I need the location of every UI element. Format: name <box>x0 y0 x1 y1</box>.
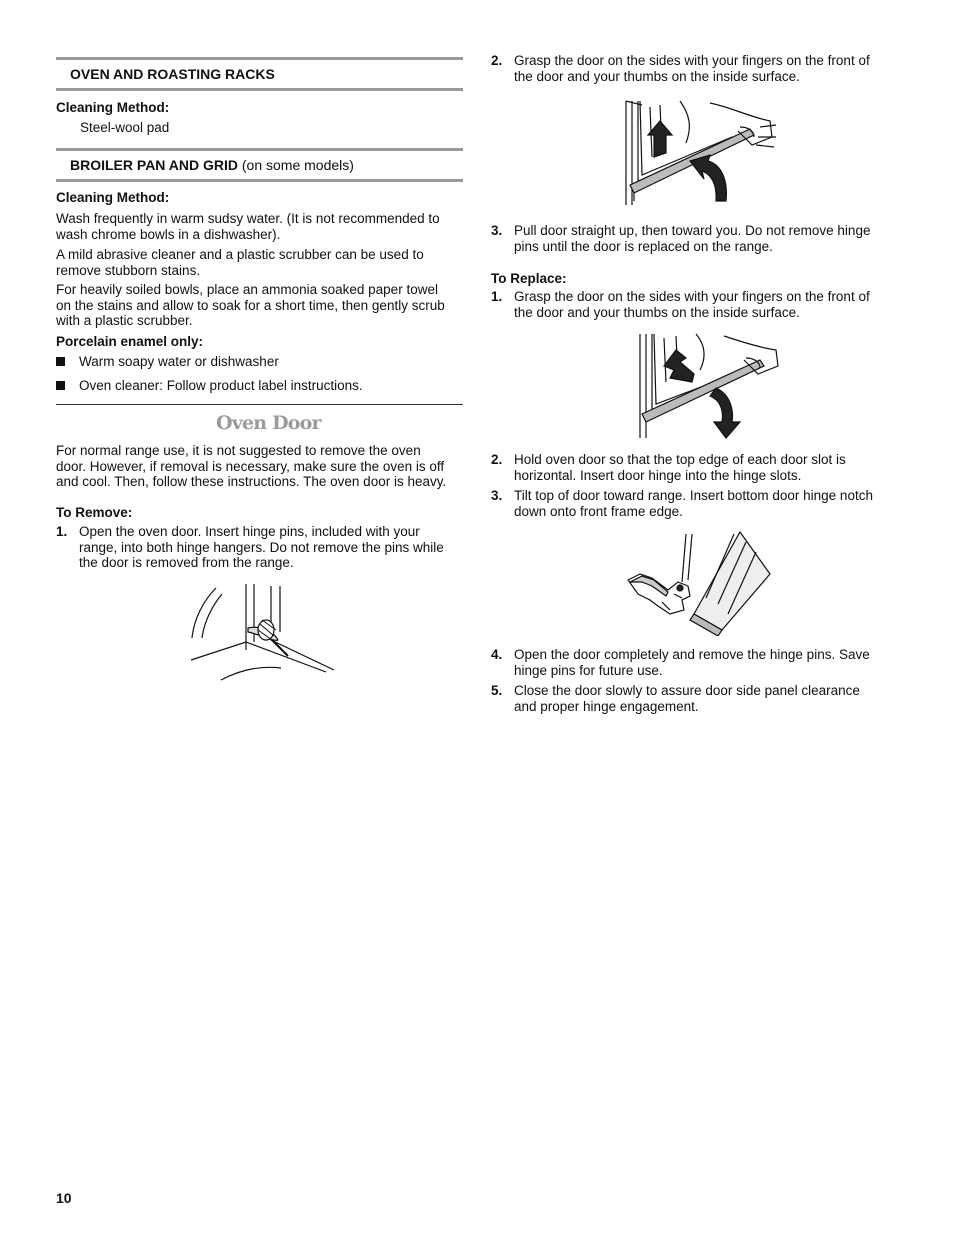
remove-step-2 <box>491 53 901 85</box>
bullet-text: Oven cleaner: Follow product label instructions. <box>79 378 363 393</box>
text-line: and cool. Then, follow these instructions. The oven door is heavy. <box>56 474 447 489</box>
text-line: and proper hinge engagement. <box>514 698 699 714</box>
text-line: range, into both hinge hangers. Do not remove the pins while <box>79 539 444 555</box>
text-line: on the stains and allow to soak for a short time, then gently scrub <box>56 297 445 313</box>
hinge-notch-illustration <box>622 530 772 636</box>
step-text <box>514 53 870 84</box>
broiler-para-3 <box>56 282 463 329</box>
step-text <box>514 683 860 714</box>
section-rule <box>56 57 463 60</box>
oven-door-title: Oven Door <box>216 412 321 434</box>
bullet-square-icon <box>56 381 65 390</box>
bullet-item <box>56 354 279 370</box>
bullet-square-icon <box>56 357 65 366</box>
section-rule <box>56 148 463 151</box>
step-number: 2. <box>491 452 503 467</box>
text-line: Tilt top of door toward range. Insert bottom door hinge notch <box>514 488 873 503</box>
text-line: Pull door straight up, then toward you. Do not remove hinge <box>514 223 871 238</box>
broiler-heading-text: BROILER PAN AND GRID <box>70 157 238 173</box>
step-text <box>79 524 444 571</box>
step-number: 5. <box>491 683 503 698</box>
text-line: For heavily soiled bowls, place an ammonia soaked paper towel <box>56 282 438 297</box>
racks-method-label: Cleaning Method: <box>56 100 170 115</box>
remove-step-3 <box>491 223 901 255</box>
broiler-heading <box>70 158 354 174</box>
text-line: Close the door slowly to assure door side panel clearance <box>514 683 860 698</box>
section-rule <box>56 179 463 182</box>
oven-door-intro <box>56 443 463 490</box>
text-line: the door is removed from the range. <box>79 555 294 570</box>
step-number: 1. <box>491 289 503 304</box>
text-line: Hold oven door so that the top edge of each door slot is <box>514 452 846 467</box>
lift-door-illustration <box>620 97 778 207</box>
section-rule <box>56 88 463 91</box>
porcelain-label: Porcelain enamel only: <box>56 334 204 349</box>
broiler-method-label: Cleaning Method: <box>56 190 170 205</box>
racks-method-value: Steel-wool pad <box>80 120 170 135</box>
replace-step-4 <box>491 647 901 679</box>
text-line: Grasp the door on the sides with your fingers on the front of <box>514 289 870 304</box>
to-replace-heading: To Replace: <box>491 271 567 286</box>
replace-step-5 <box>491 683 901 715</box>
step-text <box>514 488 873 519</box>
text-line: horizontal. Insert door hinge into the hinge slots. <box>514 467 802 483</box>
racks-heading: OVEN AND ROASTING RACKS <box>70 66 275 82</box>
page-number: 10 <box>56 1190 72 1206</box>
step-number: 4. <box>491 647 503 662</box>
text-line: door. However, if removal is necessary, make sure the oven is off <box>56 458 445 474</box>
bullet-text: Warm soapy water or dishwasher <box>79 354 279 369</box>
text-line: pins until the door is replaced on the range. <box>514 238 773 254</box>
text-line: Open the door completely and remove the hinge pins. Save <box>514 647 870 662</box>
step-text <box>514 223 870 254</box>
text-line: down onto front frame edge. <box>514 503 683 519</box>
replace-step-3 <box>491 488 901 520</box>
section-divider <box>56 404 463 405</box>
broiler-heading-suffix: (on some models) <box>241 157 354 173</box>
step-number: 3. <box>491 223 503 238</box>
text-line: wash chrome bowls in a dishwasher). <box>56 226 281 242</box>
step-number: 2. <box>491 53 503 68</box>
text-line: the door and your thumbs on the inside surface. <box>514 304 800 320</box>
broiler-para-2 <box>56 247 463 278</box>
replace-step-1 <box>491 289 901 321</box>
remove-step-1 <box>56 524 463 572</box>
text-line: A mild abrasive cleaner and a plastic scrubber can be used to <box>56 247 424 262</box>
step-text <box>514 647 870 678</box>
to-remove-heading: To Remove: <box>56 505 133 520</box>
text-line: For normal range use, it is not suggested to remove the oven <box>56 443 421 458</box>
step-number: 3. <box>491 488 503 503</box>
hinge-pin-illustration <box>186 580 334 686</box>
text-line: with a plastic scrubber. <box>56 313 193 328</box>
replace-door-illustration <box>634 330 780 440</box>
step-number: 1. <box>56 524 68 539</box>
step-text <box>514 289 870 320</box>
replace-step-2 <box>491 452 901 484</box>
text-line: remove stubborn stains. <box>56 262 201 278</box>
text-line: Grasp the door on the sides with your fingers on the front of <box>514 53 870 68</box>
text-line: Open the oven door. Insert hinge pins, included with your <box>79 524 420 539</box>
broiler-para-1 <box>56 211 463 242</box>
text-line: hinge pins for future use. <box>514 662 663 678</box>
step-text <box>514 452 846 483</box>
text-line: the door and your thumbs on the inside surface. <box>514 68 800 84</box>
bullet-item <box>56 378 363 394</box>
text-line: Wash frequently in warm sudsy water. (It is not recommended to <box>56 211 440 226</box>
